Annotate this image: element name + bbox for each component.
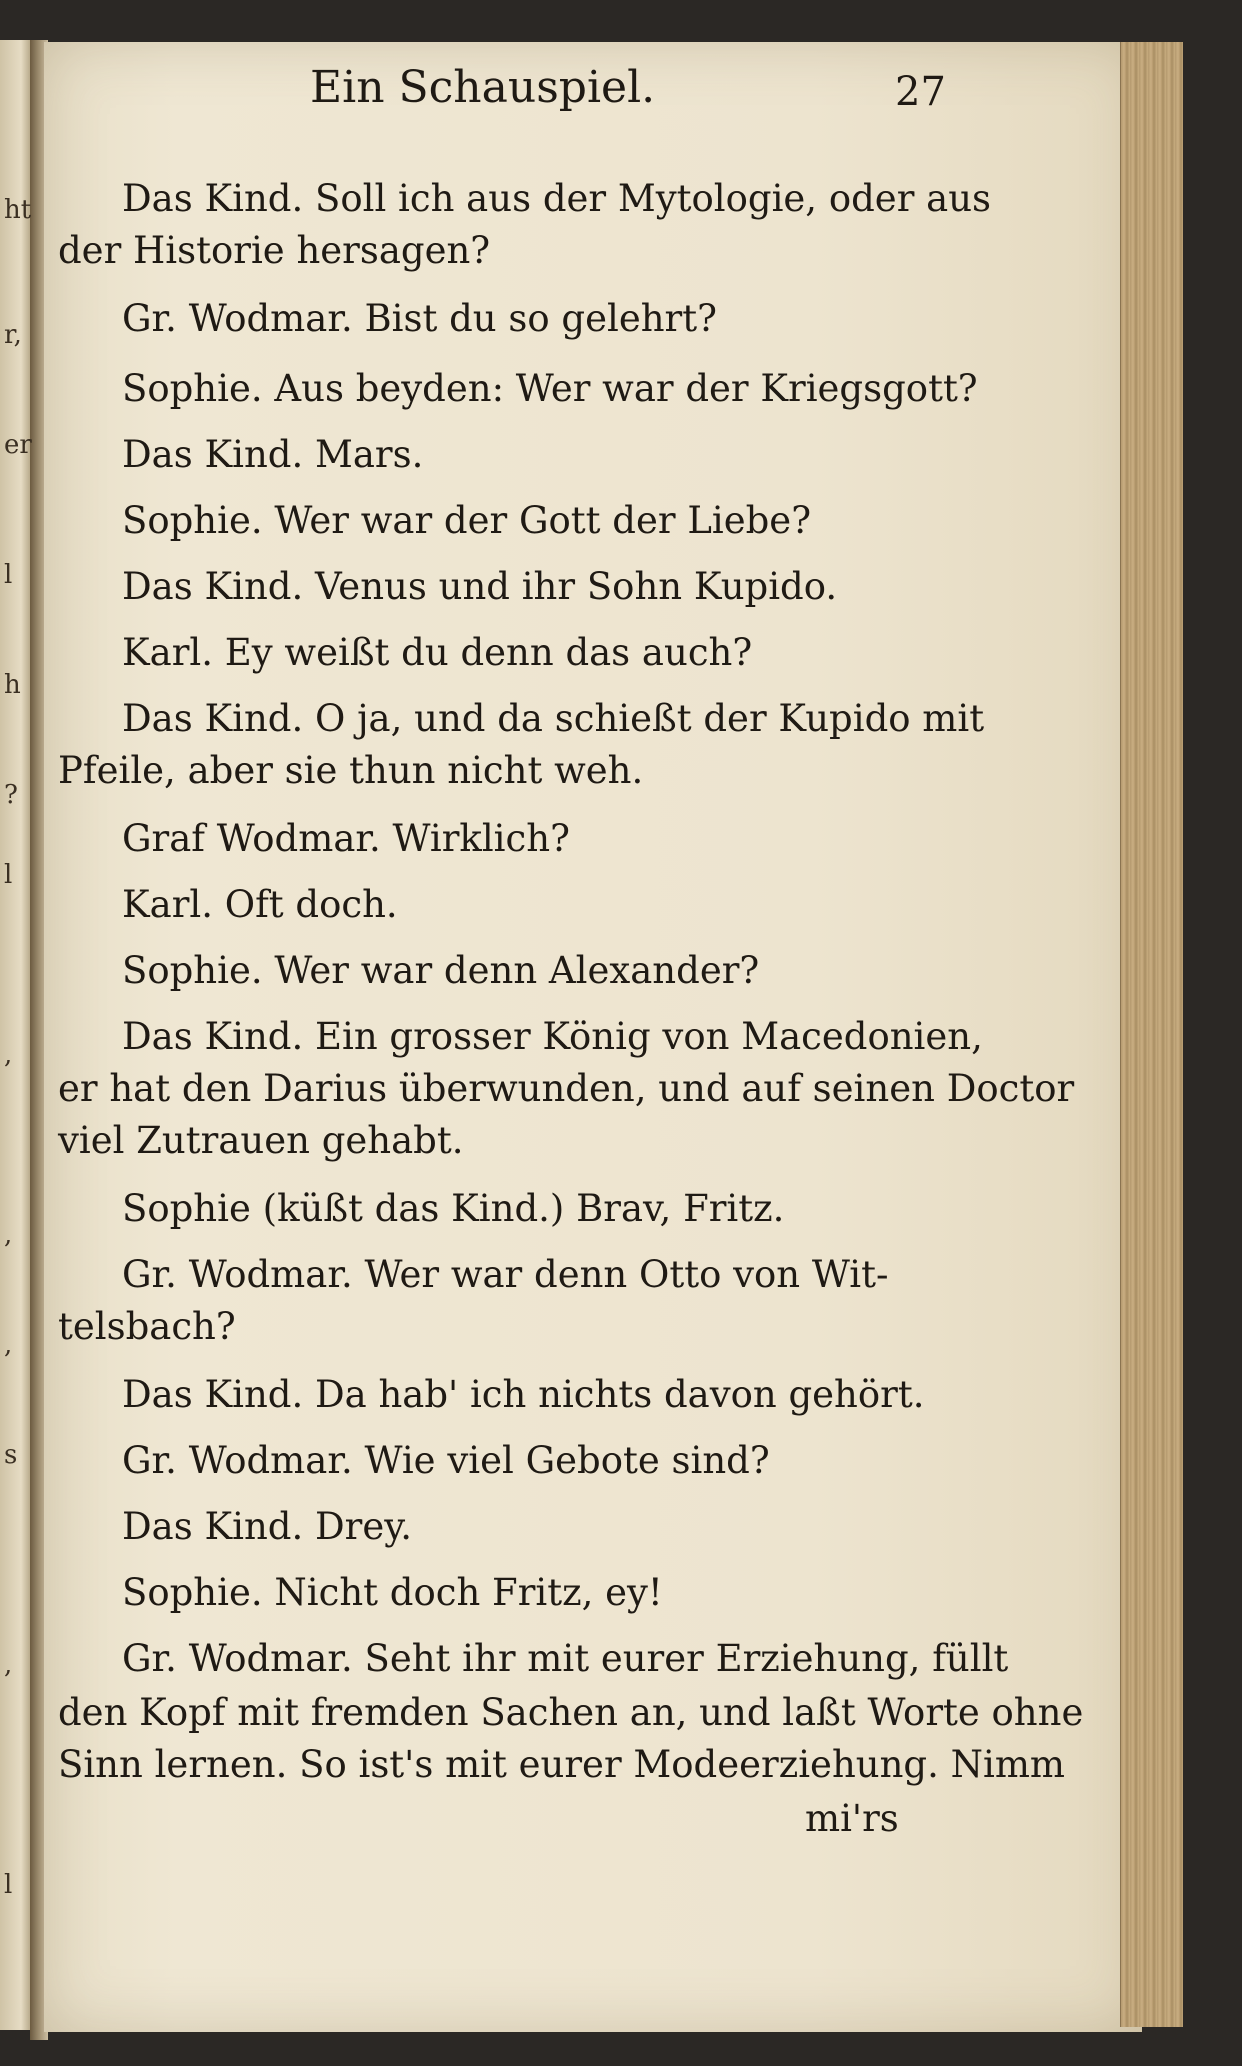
margin-fragment: , xyxy=(4,1650,13,1680)
text-line: Das Kind. Mars. xyxy=(122,433,424,476)
text-line: Gr. Wodmar. Wie viel Gebote sind? xyxy=(122,1439,770,1482)
text-line: Sophie. Nicht doch Fritz, ey! xyxy=(122,1571,663,1614)
text-line: Gr. Wodmar. Seht ihr mit eurer Erziehung, füllt xyxy=(122,1637,1009,1680)
text-line: Das Kind. Drey. xyxy=(122,1505,412,1548)
margin-fragment: er xyxy=(4,430,32,460)
text-line: viel Zutrauen gehabt. xyxy=(58,1119,464,1162)
text-line: Das Kind. Venus und ihr Sohn Kupido. xyxy=(122,565,838,608)
page-edges xyxy=(1120,42,1183,2027)
text-line: Karl. Ey weißt du denn das auch? xyxy=(122,631,753,674)
catchword: mi'rs xyxy=(805,1797,899,1840)
text-line: Gr. Wodmar. Bist du so gelehrt? xyxy=(122,297,717,340)
text-line: er hat den Darius überwunden, und auf seinen Doctor xyxy=(58,1067,1075,1110)
running-title: Ein Schauspiel. xyxy=(310,62,656,113)
text-line: Das Kind. Ein grosser König von Macedonien, xyxy=(122,1015,983,1058)
text-line: der Historie hersagen? xyxy=(58,229,491,272)
text-line: Sophie. Wer war der Gott der Liebe? xyxy=(122,499,812,542)
text-line: Das Kind. Soll ich aus der Mytologie, oder aus xyxy=(122,177,992,220)
margin-fragment: s xyxy=(4,1440,18,1470)
text-line: Das Kind. O ja, und da schießt der Kupido mit xyxy=(122,697,985,740)
margin-fragment: ht xyxy=(4,195,32,225)
text-line: telsbach? xyxy=(58,1305,236,1348)
margin-fragment: , xyxy=(4,1040,13,1070)
margin-fragment: l xyxy=(4,1870,13,1900)
text-line: Sophie. Aus beyden: Wer war der Kriegsgott? xyxy=(122,367,978,410)
margin-fragment: l xyxy=(4,860,13,890)
margin-fragment: r, xyxy=(4,320,22,350)
text-line: Karl. Oft doch. xyxy=(122,883,398,926)
page-number: 27 xyxy=(895,69,946,115)
text-line: Sophie (küßt das Kind.) Brav, Fritz. xyxy=(122,1187,785,1230)
text-line: Sinn lernen. So ist's mit eurer Modeerziehung. Nimm xyxy=(58,1743,1066,1786)
text-line: Sophie. Wer war denn Alexander? xyxy=(122,949,760,992)
margin-fragment: , xyxy=(4,1220,13,1250)
margin-fragment: , xyxy=(4,1330,13,1360)
text-line: den Kopf mit fremden Sachen an, und laßt Worte ohne xyxy=(58,1691,1084,1734)
margin-fragment: l xyxy=(4,560,13,590)
text-line: Das Kind. Da hab' ich nichts davon gehört. xyxy=(122,1373,925,1416)
margin-fragment: ? xyxy=(4,780,18,810)
text-line: Graf Wodmar. Wirklich? xyxy=(122,817,570,860)
margin-fragment: h xyxy=(4,670,21,700)
text-line: Pfeile, aber sie thun nicht weh. xyxy=(58,749,644,792)
text-line: Gr. Wodmar. Wer war denn Otto von Wit- xyxy=(122,1253,889,1296)
